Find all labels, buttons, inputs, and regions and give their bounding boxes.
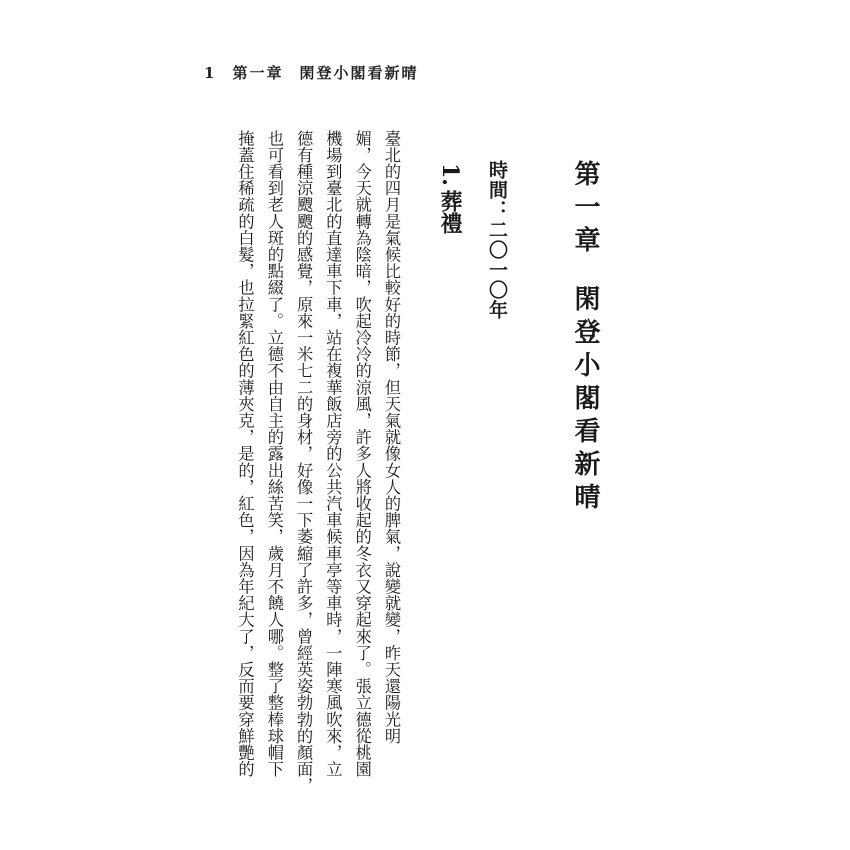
body-line: 掩蓋住稀疏的白髮，也拉緊紅色的薄夾克，是的，紅色，因為年紀大了，反而要穿鮮艷的 — [235, 130, 255, 778]
chapter-title: 閑登小閣看新晴 — [570, 285, 600, 516]
running-header-chapter-label: 第一章 — [232, 64, 284, 82]
body-line: 媚，今天就轉為陰暗，吹起冷冷的涼風，許多人將收起的冬衣又穿起來了。張立德從桃園 — [352, 130, 372, 778]
body-line: 德有種涼颼颼的感覺，原來一米七二的身材，好像一下萎縮了許多，曾經英姿勃勃的顏面， — [294, 130, 314, 794]
section-title: 葬禮 — [437, 189, 463, 234]
body-line: 也可看到老人斑的點綴了。立德不由自主的露出絲苦笑，歲月不饒人哪。整了整棒球帽下 — [264, 130, 284, 778]
section-heading — [435, 163, 465, 253]
body-text — [230, 130, 406, 794]
section-number: 1. — [437, 163, 463, 186]
chapter-label: 第一章 — [570, 160, 600, 259]
running-header — [204, 62, 418, 84]
body-line: 機場到臺北的直達車下車，站在複華飯店旁的公共汽車候車亭等車時，一陣寒風吹來，立 — [323, 130, 343, 778]
body-line: 臺北的四月是氣候比較好的時節，但天氣就像女人的脾氣，說變就變，昨天還陽光明 — [382, 130, 401, 745]
page-number: 1 — [204, 64, 215, 82]
running-header-chapter-title: 閑登小閣看新晴 — [299, 64, 419, 82]
time-line: 時間：二〇一〇年 — [486, 160, 508, 320]
chapter-heading — [565, 160, 605, 516]
